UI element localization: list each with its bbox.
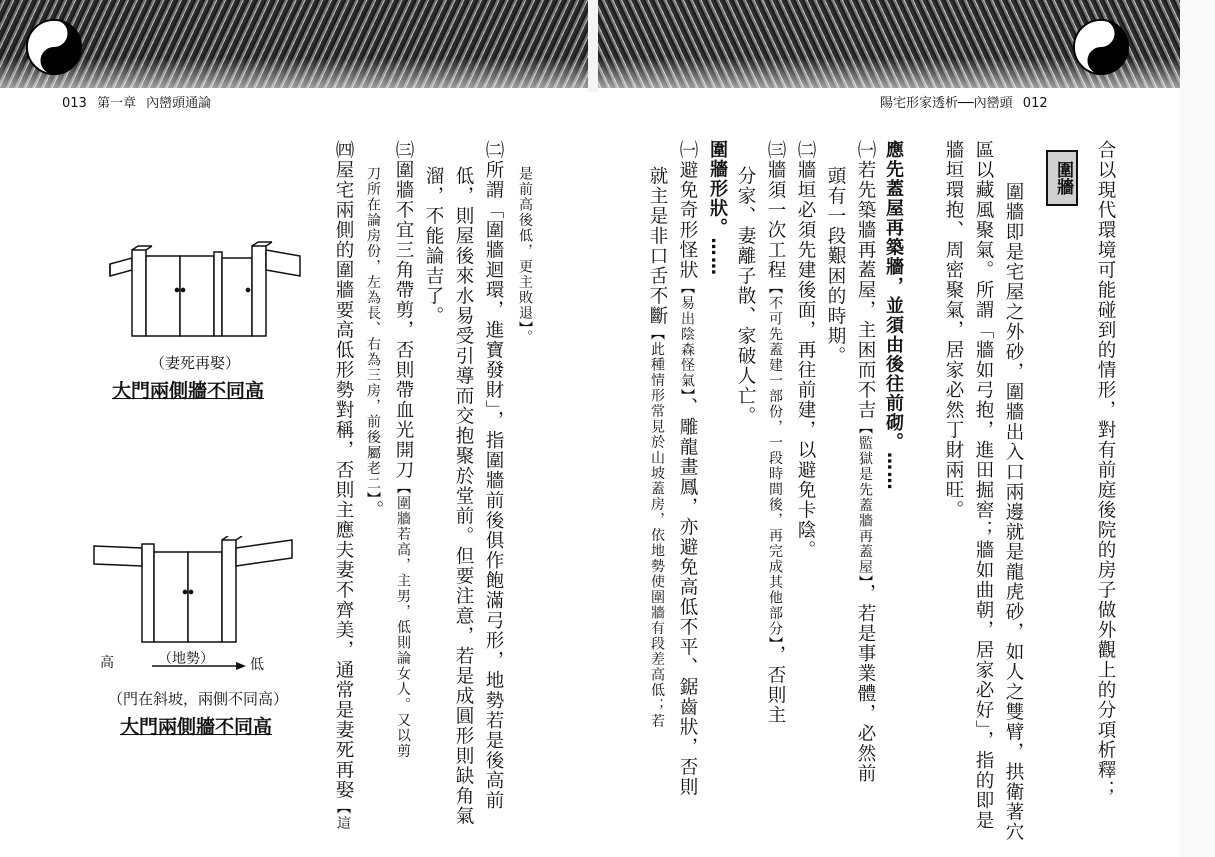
yin-yang-icon: [1072, 18, 1130, 76]
sub-heading: 應先蓋屋再築牆，並須由後往前砌。……: [883, 140, 904, 491]
page-gutter: [588, 0, 598, 92]
note-line: 是前高後低，更主敗退】。: [517, 166, 533, 345]
item-note: 【易出陰森怪氣】: [679, 280, 695, 397]
list-item: [852, 140, 878, 784]
gate-figure-slope: [92, 536, 312, 648]
item-text: 。: [363, 500, 384, 520]
list-item: 頭有一段艱困的時期。: [825, 166, 846, 366]
list-item: 低，則屋後來水易受引導而交抱聚於堂前。但要注意，若是成圓形則缺角氣: [453, 166, 474, 826]
page-edge: [1180, 0, 1215, 857]
item-text: ，否則主: [765, 645, 786, 725]
chapter-label: 第一章: [96, 96, 136, 111]
paragraph-line: 牆垣環抱、周密聚氣，居家必然丁財兩旺。: [943, 140, 964, 520]
slope-label: （地勢）: [158, 651, 214, 667]
intro-line: 合以現代環境可能碰到的情形，對有前庭後院的房子做外觀上的分項析釋；: [1095, 140, 1116, 800]
banner-left-pattern: [0, 0, 590, 88]
running-header-right: [880, 92, 1054, 111]
slope-high-label: 高: [100, 655, 114, 671]
slope-low-label: 低: [250, 657, 264, 673]
item-text: ㈠避免奇形怪狀: [677, 140, 698, 280]
chapter-title: 內巒頭通論: [146, 96, 212, 111]
page-number: 012: [1022, 96, 1048, 111]
list-item: ㈡所謂「圍牆迴環，進寶發財」，指圍牆前後俱作飽滿弓形，地勢若是後高前: [483, 140, 504, 811]
item-note: 刀所在論房份，左為長、右為三房，前後屬老二】: [365, 166, 381, 500]
item-text: ㈢圍牆不宜三角帶剪，否則帶血光開刀: [393, 140, 414, 480]
gate-figure-uneven-walls: [100, 236, 310, 346]
item-note: 【監獄是先蓋牆再蓋屋】: [857, 420, 873, 584]
section-heading: 圍牆: [1046, 150, 1078, 206]
book-title: 陽宅形家透析──內巒頭: [880, 96, 1013, 111]
item-text: ㈢牆須一次工程: [765, 140, 786, 280]
item-note: 【圍牆若高，主男，低則論女人。又以剪: [395, 480, 411, 759]
item-text: 就主是非口舌不斷: [647, 166, 668, 326]
running-header-left: [62, 92, 217, 111]
page-number: 013: [62, 96, 87, 111]
figure-caption-title: 大門兩側牆不同高: [120, 716, 273, 738]
list-item: [644, 166, 670, 729]
list-item: [360, 166, 386, 520]
sub-heading: 圍牆形狀。……: [707, 140, 728, 277]
list-item: ㈡牆垣必須先建後面，再往前建，以避免卡陰。: [795, 140, 816, 560]
item-text: ㈣屋宅兩側的圍牆要高低形勢對稱，否則主應夫妻不齊美，通常是妻死再娶: [333, 140, 354, 800]
item-note: 【此種情形常見於山坡蓋房，依地勢使圍牆有段差高低；若: [649, 326, 665, 729]
list-item: [330, 140, 356, 831]
paragraph-line: 區以藏風聚氣。所謂「牆如弓抱，進田掘窖；牆如曲朝，居家必好」，指的即是: [973, 140, 994, 831]
yin-yang-icon: [25, 18, 83, 76]
list-item: [762, 140, 788, 725]
figure-caption-title: 大門兩側牆不同高: [112, 380, 265, 402]
item-text: ㈠若先築牆再蓋屋，主困而不吉: [855, 140, 876, 420]
list-item: 溜，不能論吉了。: [423, 166, 444, 326]
figure-caption-small: （妻死再娶）: [150, 354, 241, 372]
item-text: 、雕龍畫鳳，亦避免高低不平、鋸齒狀，否則: [677, 397, 698, 797]
header-banner: [0, 0, 1215, 92]
list-item: 分家、妻離子散、家破人亡。: [735, 166, 756, 426]
item-note: 【這: [335, 800, 351, 831]
paragraph-line: 圍牆即是宅屋之外砂，圍牆出入口兩邊就是龍虎砂，如人之雙臂，拱衛著穴: [1003, 182, 1024, 842]
list-item: [674, 140, 700, 797]
item-text: ，若是事業體，必然前: [855, 583, 876, 784]
slope-arrow-icon: [150, 658, 250, 670]
figure-caption-small: （門在斜坡，兩側不同高）: [108, 690, 289, 708]
list-item: [390, 140, 416, 759]
item-note: 【不可先蓋建一部份，一段時間後，再完成其他部分】: [767, 280, 783, 645]
